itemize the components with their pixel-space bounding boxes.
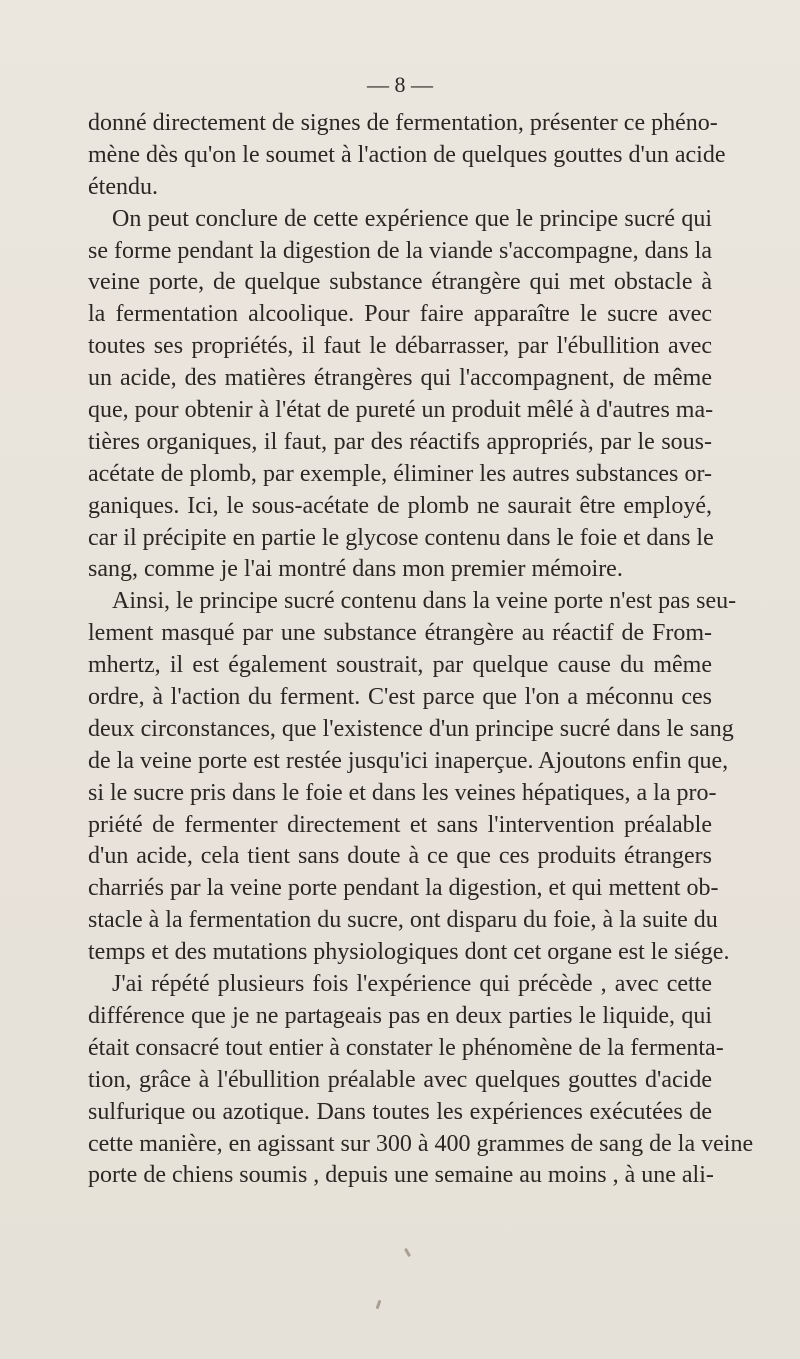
- text-line: sang, comme je l'ai montré dans mon premier mémoire.: [88, 556, 623, 583]
- text-line: ganiques. Ici, le sous-acétate de plomb ne saurait être employé,: [88, 492, 712, 519]
- text-line: acétate de plomb, par exemple, éliminer les autres substances or-: [88, 460, 712, 487]
- text-line: toutes ses propriétés, il faut le débarrasser, par l'ébullition avec: [88, 333, 712, 360]
- text-line: porte de chiens soumis , depuis une semaine au moins , à une ali-: [88, 1162, 714, 1189]
- text-line: mhertz, il est également soustrait, par quelque cause du même: [88, 652, 712, 679]
- text-line: lement masqué par une substance étrangère au réactif de From-: [88, 620, 712, 647]
- text-line: sulfurique ou azotique. Dans toutes les expériences exécutées de: [88, 1098, 712, 1125]
- text-line: la fermentation alcoolique. Pour faire apparaître le sucre avec: [88, 301, 712, 328]
- text-line: d'un acide, cela tient sans doute à ce que ces produits étrangers: [88, 843, 712, 870]
- text-line: se forme pendant la digestion de la viande s'accompagne, dans la: [88, 237, 712, 264]
- paper-speck: [404, 1248, 411, 1257]
- text-line: si le sucre pris dans le foie et dans les veines hépatiques, a la pro-: [88, 779, 717, 806]
- text-line: charriés par la veine porte pendant la digestion, et qui mettent ob-: [88, 875, 719, 902]
- text-line: veine porte, de quelque substance étrangère qui met obstacle à: [88, 269, 712, 296]
- text-line: stacle à la fermentation du sucre, ont disparu du foie, à la suite du: [88, 907, 718, 934]
- text-line: cette manière, en agissant sur 300 à 400 grammes de sang de la veine: [88, 1130, 754, 1157]
- text-line: tion, grâce à l'ébullition préalable avec quelques gouttes d'acide: [88, 1066, 712, 1093]
- text-line: temps et des mutations physiologiques dont cet organe est le siége.: [88, 939, 730, 966]
- paper-speck: [376, 1300, 382, 1309]
- body-text: [88, 108, 754, 1192]
- text-line: J'ai répété plusieurs fois l'expérience qui précède , avec cette: [112, 971, 712, 998]
- text-line: donné directement de signes de fermentation, présenter ce phéno-: [88, 110, 718, 136]
- text-line: mène dès qu'on le soumet à l'action de quelques gouttes d'un acide: [88, 141, 726, 168]
- text-line: Ainsi, le principe sucré contenu dans la veine porte n'est pas seu-: [112, 588, 737, 615]
- text-line: priété de fermenter directement et sans l'intervention préalable: [88, 811, 712, 838]
- text-line: était consacré tout entier à constater le phénomène de la fermenta-: [88, 1034, 724, 1061]
- page-number: — 8 —: [367, 72, 433, 97]
- text-line: On peut conclure de cette expérience que le principe sucré qui: [112, 205, 712, 232]
- text-line: car il précipite en partie le glycose contenu dans le foie et dans le: [88, 524, 714, 551]
- text-line: que, pour obtenir à l'état de pureté un produit mêlé à d'autres ma-: [88, 397, 714, 424]
- text-line: étendu.: [88, 173, 158, 200]
- text-line: un acide, des matières étrangères qui l'accompagnent, de même: [88, 365, 712, 392]
- text-line: ordre, à l'action du ferment. C'est parce que l'on a méconnu ces: [88, 684, 712, 711]
- text-line: de la veine porte est restée jusqu'ici inaperçue. Ajoutons enfin que,: [88, 747, 729, 774]
- text-line: différence que je ne partageais pas en deux parties le liquide, qui: [88, 1002, 712, 1029]
- text-line: deux circonstances, que l'existence d'un principe sucré dans le sang: [88, 715, 734, 742]
- text-line: tières organiques, il faut, par des réactifs appropriés, par le sous-: [88, 428, 712, 455]
